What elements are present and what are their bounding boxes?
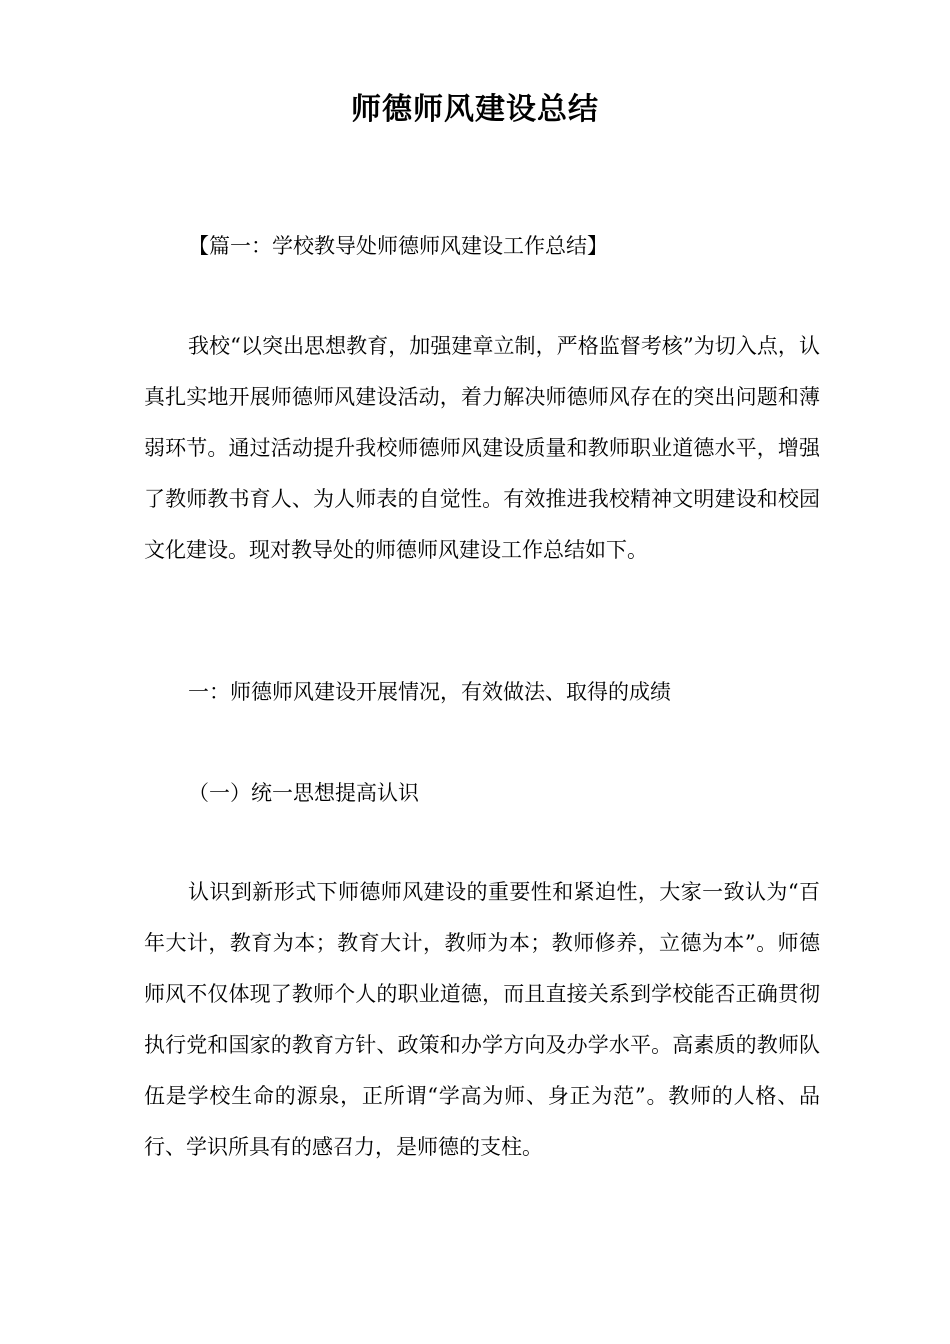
section-heading: 【篇一：学校教导处师德师风建设工作总结】 <box>188 234 608 258</box>
body-paragraph-2: 认识到新形式下师德师风建设的重要性和紧迫性，大家一致认为“百年大计，教育为本；教育大计，教师为本；教师修养，立德为本”。师德师风不仅体现了教师个人的职业道德，而且直接关系到学校能否正确贯彻执行党和国家的教育方针、政策和办学方向及办学水平。高素质的教师队伍是学校生命的源泉，正所谓“学高为师、身正为范”。教师的人格、品行、学识所具有的感召力，是师德的支柱。 <box>144 880 820 1159</box>
document-title: 师德师风建设总结 <box>351 92 599 127</box>
subsection-heading-1: （一）统一思想提高认识 <box>188 781 419 805</box>
section-heading-1: 一：师德师风建设开展情况，有效做法、取得的成绩 <box>188 680 671 704</box>
body-paragraph-1: 我校“以突出思想教育，加强建章立制，严格监督考核”为切入点，认真扎实地开展师德师风建设活动，着力解决师德师风存在的突出问题和薄弱环节。通过活动提升我校师德师风建设质量和教师职业道德水平，增强了教师教书育人、为人师表的自觉性。有效推进我校精神文明建设和校园文化建设。现对教导处的师德师风建设工作总结如下。 <box>144 334 820 562</box>
